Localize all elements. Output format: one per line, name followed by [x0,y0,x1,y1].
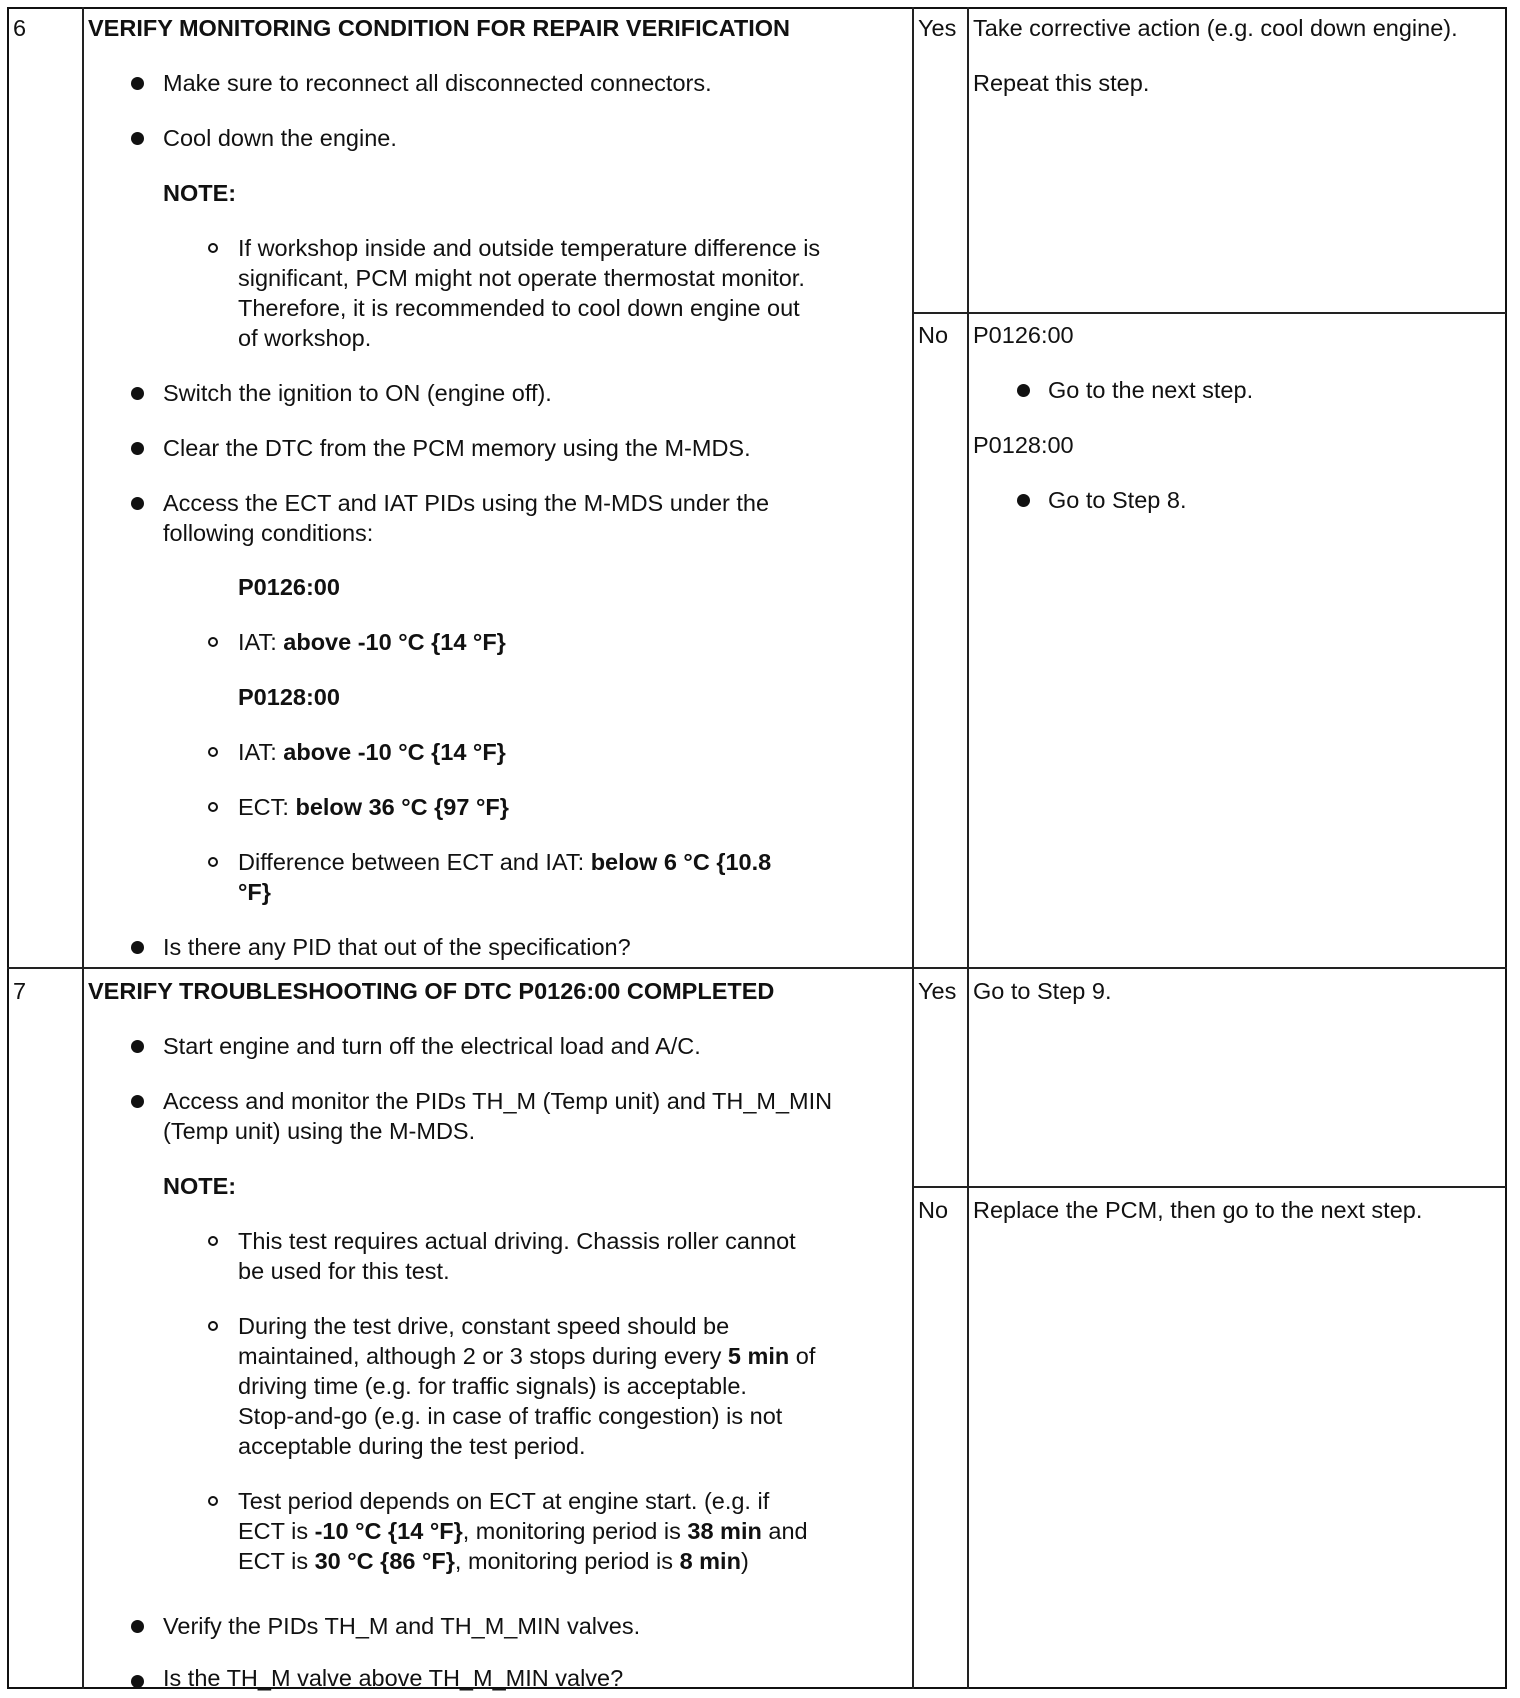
list-item: Switch the ignition to ON (engine off). [163,380,552,406]
no-label: No [918,1197,949,1223]
sub-bullet-icon [208,1236,218,1246]
note-text: During the test drive, constant speed should be maintained, although 2 or 3 stops during every 5 min of driving time (e.g. for traffic signals) is acceptable. Stop-and-go (e.g. in case of traffic congestion) is not acceptable during the test period. [238,1313,816,1459]
list-item: Make sure to reconnect all disconnected connectors. [163,70,712,96]
no-action: Go to Step 8. [1048,487,1187,513]
step-title: VERIFY MONITORING CONDITION FOR REPAIR VERIFICATION [88,15,790,41]
bullet-icon [131,442,144,455]
sub-bullet-icon [208,1496,218,1506]
bullet-icon [131,497,144,510]
bullet-icon [131,1040,144,1053]
step-title: VERIFY TROUBLESHOOTING OF DTC P0126:00 COMPLETED [88,978,775,1004]
yes-label: Yes [918,15,957,41]
sub-bullet-icon [208,1321,218,1331]
yes-action: Go to Step 9. [973,978,1112,1004]
list-item: Cool down the engine. [163,125,397,151]
no-action: Replace the PCM, then go to the next step. [973,1197,1423,1223]
bullet-icon [1017,494,1030,507]
bullet-icon [131,1620,144,1633]
bullet-icon [131,1095,144,1108]
dtc-label: P0128:00 [238,684,340,710]
no-label: No [918,322,949,348]
list-item: Verify the PIDs TH_M and TH_M_MIN valves. [163,1613,641,1639]
sub-bullet-icon [208,747,218,757]
bullet-icon [131,1675,144,1688]
sub-bullet-icon [208,637,218,647]
list-item: Start engine and turn off the electrical load and A/C. [163,1033,701,1059]
list-item: Access and monitor the PIDs TH_M (Temp unit) and TH_M_MIN (Temp unit) using the M-MDS. [163,1088,833,1144]
sub-bullet-icon [208,802,218,812]
no-dtc-label: P0126:00 [973,322,1074,348]
list-item: Is there any PID that out of the specification? [163,934,631,960]
bullet-icon [131,941,144,954]
condition-item: IAT: above -10 °C {14 °F} [238,739,506,765]
yes-label: Yes [918,978,957,1004]
yes-action: Repeat this step. [973,70,1150,96]
dtc-label: P0126:00 [238,574,340,600]
sub-bullet-icon [208,243,218,253]
step-number: 7 [13,978,27,1004]
note-text: Test period depends on ECT at engine start. (e.g. if ECT is -10 °C {14 °F}, monitoring period is 38 min and ECT is 30 °C {86 °F}, monitoring period is 8 min) [238,1488,808,1574]
row-divider-step6-step7 [7,967,1507,969]
note-label: NOTE: [163,1173,237,1199]
sub-bullet-icon [208,857,218,867]
condition-item: IAT: above -10 °C {14 °F} [238,629,506,655]
condition-item: ECT: below 36 °C {97 °F} [238,794,509,820]
note-label: NOTE: [163,180,237,206]
yes-action: Take corrective action (e.g. cool down engine). [973,15,1458,41]
bullet-icon [1017,384,1030,397]
no-action: Go to the next step. [1048,377,1254,403]
column-divider-yesno [967,7,969,1689]
no-dtc-label: P0128:00 [973,432,1074,458]
step-number: 6 [13,15,27,41]
column-divider-step [82,7,84,1689]
bullet-icon [131,77,144,90]
bullet-icon [131,387,144,400]
row-divider-step7-yes-no [912,1186,1506,1188]
condition-item: Difference between ECT and IAT: below 6 °C {10.8 °F} [238,849,772,905]
list-item: Access the ECT and IAT PIDs using the M-MDS under the following conditions: [163,490,770,546]
note-text: If workshop inside and outside temperature difference is significant, PCM might not operate thermostat monitor. Therefore, it is recommended to cool down engine out of workshop. [238,235,821,351]
bullet-icon [131,132,144,145]
row-divider-step6-yes-no [912,312,1506,314]
list-item: Clear the DTC from the PCM memory using the M-MDS. [163,435,751,461]
column-divider-action [912,7,914,1689]
list-item: Is the TH_M valve above TH_M_MIN valve? [163,1665,624,1691]
note-text: This test requires actual driving. Chassis roller cannot be used for this test. [238,1228,796,1284]
